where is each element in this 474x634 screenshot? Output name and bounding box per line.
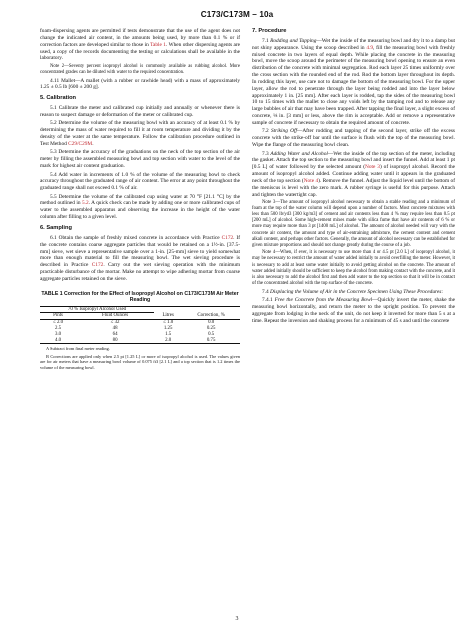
paragraph-title: Striking Off bbox=[270, 128, 297, 135]
paragraph-text: 7.4 bbox=[262, 288, 271, 295]
table-header-fluid-ounces: Fluid Ounces bbox=[101, 313, 129, 319]
c172-link[interactable]: C172 bbox=[221, 234, 234, 241]
table-cell: 0.0 bbox=[208, 320, 215, 326]
paragraph-7-1 bbox=[252, 38, 455, 127]
correction-table bbox=[40, 306, 240, 345]
table-cell: 2.5 bbox=[55, 325, 62, 331]
table-header-spacer bbox=[154, 306, 182, 313]
table-footnote-a: A Subtract from final meter reading. bbox=[46, 346, 110, 352]
paragraph-7-4-1 bbox=[252, 297, 455, 324]
paragraph-title: Adding Water and Alcohol bbox=[270, 150, 328, 157]
paragraph-7-2 bbox=[252, 128, 455, 149]
paragraph-text: foam-dispersing agents are permitted if tests demonstrate that the use of the agent does not change the indicated air content, in the amounts being used, by more than 0.1 % or if correction factors are developed similar to those in bbox=[40, 28, 240, 48]
table-cell: 1.5 bbox=[165, 331, 172, 337]
table-header-spacer bbox=[182, 306, 240, 313]
table-1-link[interactable]: Table 1 bbox=[150, 41, 166, 48]
table-1-title: TABLE 1 Correction for the Effect of Isopropyl Alcohol on C173/C173M Air Meter Reading bbox=[41, 290, 239, 304]
table-group-header-row bbox=[40, 306, 240, 313]
paragraph-5-4: 5.4 Add water in increments of 1.0 % of the volume of the measuring bowl to check accuracy throughout the graduated range of air content. The error at any point throughout the graduated range shall not exceed 0.1 % of air. bbox=[40, 171, 240, 192]
document-header: C173/C173M – 10a bbox=[200, 10, 274, 19]
table-header-row bbox=[40, 313, 240, 320]
section-7-heading: 7. Procedure bbox=[252, 28, 287, 34]
paragraph-text: 7.3 bbox=[262, 150, 271, 157]
paragraph-text: . Carry out the wet sieving operation with the minimum practicable disturbance of the mortar. Make no attempt to wipe adhering mortar from coarse aggregate particles retained on the sieve. bbox=[40, 262, 240, 282]
paragraph-title: Displacing the Volume of Air in the Concrete Specimen Using These Procedures bbox=[270, 288, 442, 295]
note-2: Note 2—Seventy percent isopropyl alcohol is commonly available as rubbing alcohol. More concentrated grades can be diluted with water to the required concentration. bbox=[40, 63, 240, 75]
paragraph-4-10-continued bbox=[40, 28, 240, 62]
paragraph-text: , fill the measuring bowl with freshly mixed concrete in two layers of equal depth. While placing the concrete in the measuring bowl, move the scoop around the perimeter of the measuring bowl opening to ensure an even distribution of the concrete with minimal segregation. Rod each layer 25 times uniformly over the cross section with the rounded end of the rod. Rod the bottom layer throughout its depth. In rodding this layer, use care not to damage the bottom of the measuring bowl. For the upper layer, allow the rod to penetrate through the layer being rodded and into the layer below approximately 1 in. [25 mm]. After each layer is rodded, tap the sides of the measuring bowl 10 to 15 times with the mallet to close any voids left by the tamping rod and to release any large bubbles of air that may have been trapped. After tapping the final layer, a slight excess of concrete, ⅛ in. [3 mm] or less, above the rim is acceptable. Add or remove a representative sample of concrete if necessary to obtain the required amount of concrete. bbox=[252, 44, 455, 126]
paragraph-text: . When other dispersing agents are used, a copy of the records documenting the testing or calculations shall be available in the laboratory. bbox=[40, 41, 240, 62]
section-5-heading: 5. Calibration bbox=[40, 95, 77, 102]
table-cell: ≤ 1.0 bbox=[163, 320, 174, 326]
table-group-header: 70 % Isopropyl Alcohol Used bbox=[40, 306, 154, 313]
paragraph-text: 6.1 Obtain the sample of freshly mixed concrete in accordance with Practice bbox=[50, 234, 222, 241]
paragraph-text: 7.1 bbox=[262, 37, 271, 44]
paragraph-text: 7.2 bbox=[262, 128, 271, 135]
paragraph-text: . If the concrete contains coarse aggregate particles that would be retained on a 1½-in. [37.5-mm] sieve, wet sieve a representative sample over a 1-in. [25-mm] sieve to yield somewhat more than enough material to fill the measuring bowl. The wet sieving procedure is described in Practice bbox=[40, 234, 240, 269]
paragraph-text: . A quick check can be made by adding one or more calibrated cups of water to the assembled apparatus and observing the increase in the height of the water column after filling to a given level. bbox=[40, 200, 240, 221]
paragraph-5-5 bbox=[40, 194, 240, 221]
table-header-litres: Litres bbox=[162, 313, 174, 319]
section-6-heading: 6. Sampling bbox=[40, 225, 72, 231]
right-column bbox=[252, 28, 455, 326]
section-5-2-link[interactable]: 5.2 bbox=[81, 200, 89, 207]
table-cell: 4.0 bbox=[55, 337, 62, 343]
c172-link[interactable]: C172 bbox=[91, 262, 104, 269]
paragraph-text: —Wet the inside of the measuring bowl and dry it to a damp but not shiny appearance. Using the scoop described in bbox=[252, 37, 455, 51]
note-4: Note 4—When, if ever, it is necessary to use more than 4 or 4.5 pt [2.0 L] of isopropyl alcohol, it may be necessary to restrict the amount of water added initially to avoid overfilling the meter. However, it is necessary to add at least some water initially to avoid getting alcohol on the concrete. The amount of water added initially should be sufficient to keep the alcohol from making contact with the concrete, and it is also necessary to add the alcohol first and then add water to the top section so that it will be in contact of the concentrated alcohol with the top surface of the concrete. bbox=[252, 250, 455, 286]
table-row bbox=[40, 338, 240, 344]
paragraph-text: ). Remove the funnel. Adjust the liquid level until the bottom of the meniscus is level with the zero mark. A rubber syringe is useful for this purpose. Attach and tighten the watertight cap. bbox=[252, 177, 455, 198]
paragraph-4-11: 4.11 Mallet—A mallet (with a rubber or rawhide head) with a mass of approximately 1.25 ± 0.5 lb [600 ± 200 g]. bbox=[40, 77, 240, 91]
paragraph-title: Rodding and Tapping bbox=[270, 37, 317, 44]
table-cell: 0.25 bbox=[206, 325, 216, 331]
table-cell: ≤ 2.0 bbox=[53, 320, 64, 326]
c29-link[interactable]: C29/C29M bbox=[68, 140, 93, 147]
left-column bbox=[40, 28, 240, 370]
table-cell: 0.75 bbox=[206, 337, 216, 343]
table-cell: 3.0 bbox=[55, 331, 62, 337]
paragraph-7-3 bbox=[252, 151, 455, 199]
table-cell: 0.5 bbox=[208, 331, 215, 337]
paragraph-text: . bbox=[92, 140, 94, 147]
paragraph-text: 5.2 Determine the volume of the measuring bowl with an accuracy of at least 0.1 % by determining the mass of water required to fill it at room temperature and dividing it by the density of the water at the same temperature. Follow the calibration procedure outlined in Test Method bbox=[40, 120, 240, 147]
paragraph-text: —Quickly invert the meter, shake the measuring bowl horizontally, and return the meter to the upright position. To prevent the aggregate from lodging in the neck of the unit, do not keep it inverted for more than 5 s at a time. Repeat the inversion and shaking process for a minimum of 45 s and until the concrete bbox=[252, 296, 456, 324]
paragraph-5-1: 5.1 Calibrate the meter and calibrated cup initially and annually or whenever there is reason to suspect damage or deformation of the meter or calibrated cup. bbox=[40, 105, 240, 118]
paragraph-6-1 bbox=[40, 235, 240, 283]
page-number: 3 bbox=[235, 616, 239, 622]
table-cell: 64 bbox=[112, 331, 118, 337]
paragraph-title: Free the Concrete from the Measuring Bowl bbox=[274, 296, 373, 303]
paragraph-text: —Wet the inside of the top section of the meter, including the gasket. Attach the top section to the measuring bowl and insert the funnel. Add at least 1 pt [0.5 L] of water followed by the selected amount ( bbox=[252, 150, 455, 171]
paragraph-5-2 bbox=[40, 120, 240, 147]
paragraph-text: ) of isopropyl alcohol. Record the amount of isopropyl alcohol added. Continue adding water until it appears in the graduated neck of the top section ( bbox=[252, 164, 456, 184]
table-cell: ≤ 32 bbox=[110, 320, 120, 326]
table-header-pints: Pints bbox=[53, 313, 63, 319]
table-header-correction: Correction, % bbox=[197, 313, 225, 319]
section-4-9-link[interactable]: 4.9 bbox=[366, 44, 373, 51]
paragraph-text: : bbox=[441, 288, 443, 295]
paragraph-text: —After rodding and tapping of the second layer, strike off the excess concrete with the strike-off bar until the surface is flush with the top of the measuring bowl. Wipe the flange of the measuring bowl clean. bbox=[252, 128, 456, 149]
paragraph-5-3: 5.3 Determine the accuracy of the graduations on the neck of the top section of the air meter by filling the assembled measuring bowl and top section with water to the level of the mark for highest air content graduation. bbox=[40, 149, 240, 170]
table-cell: 1.25 bbox=[163, 325, 173, 331]
table-cell: 80 bbox=[112, 337, 118, 343]
table-cell: 2.0 bbox=[165, 337, 172, 343]
table-footnote-b: B Corrections are applied only when 2.5 pt [1.25 L] or more of isopropyl alcohol is used. The values given are for air meters that have a measuring bowl volume of 0.075 ft3 [2.1 L] and a top section that is 1.2 times the volume of the measuring bowl. bbox=[40, 353, 240, 370]
table-cell: 48 bbox=[112, 325, 118, 331]
paragraph-7-4 bbox=[252, 289, 455, 296]
note-4-link[interactable]: Note 4 bbox=[303, 177, 319, 184]
paragraph-text: 5.5 Determine the volume of the calibrated cup using water at 70 °F [21.1 °C] by the method outlined in bbox=[40, 193, 240, 207]
note-3-link[interactable]: Note 3 bbox=[364, 164, 380, 171]
paragraph-text: 7.4.1 bbox=[262, 296, 275, 303]
note-3: Note 3—The amount of isopropyl alcohol necessary to obtain a stable reading and a minimum of foam at the top of the water column will depend upon a number of factors. Most concrete mixtures with less than 500 lb/yd3 [300 kg/m3] of cement and air contents less than 4 % may require less than 0.5 pt [200 mL] of alcohol. Some high-cement mixes made with silica fume that have air contents of 6 % or more may require more than 3 pt [1400 mL] of alcohol. The amount of alcohol needed will vary with the concrete air content, the amount and type of air-entraining admixture, the cement content and cement alkali content, and perhaps other factors. Generally, the amount of alcohol necessary can be established for given mixture proportions and should not change greatly during the course of a job. bbox=[252, 200, 455, 248]
